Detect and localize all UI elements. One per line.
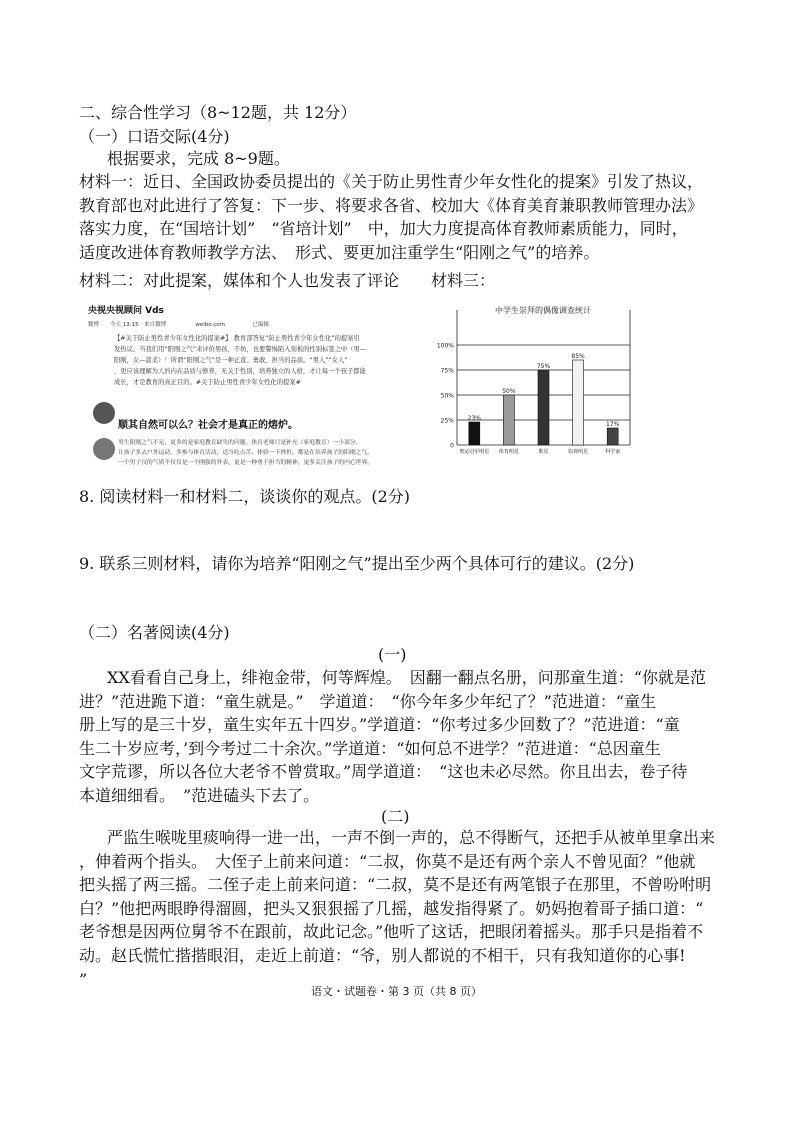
passage1-label: (一)	[378, 645, 407, 664]
chart-data-label: 50%	[502, 388, 516, 395]
material-one-line: 教育部也对此进行了答复：下一步、将要求各省、校加大《体育美育兼职教师管理办法》	[79, 195, 704, 215]
weibo-line: 一个男子汉的气质不仅仅是一个刚强的外表，更是一种勇于担当的精神，更多关注孩子的内心世界。	[118, 460, 374, 466]
passage-one	[79, 666, 719, 808]
chart-bar	[538, 370, 549, 445]
passage2-label: (二)	[381, 807, 410, 826]
chart-category-label: 体育明星	[498, 449, 519, 455]
chart-data-label: 17%	[606, 421, 620, 428]
chart-bar	[503, 395, 514, 445]
weibo-quote: 顺其自然可以么？社会才是真正的熔炉。	[118, 420, 298, 431]
material-one-line: 适度改进体育教师教学方法、 形式、要更加注重学生“阳刚之气”的培养。	[79, 242, 600, 262]
chart-y-tick-label: 75%	[440, 367, 454, 375]
passage-line: 老爷想是因两位舅爷不在跟前，故此记念。”他听了这话，把眼闭着摇头。那手只是指着不	[79, 922, 704, 942]
passage-line: 把头摇了两三摇。二侄子走上前来问道：“二叔，莫不是还有两笔银子在那里，不曾吩咐明	[79, 875, 712, 895]
passage-line: 文字荒谬，所以各位大老爷不曾赏取。”周学道道： “这也未必尽然。你且出去，卷子待	[79, 762, 688, 782]
chart-category-label: 奥运冠军明星	[459, 449, 490, 455]
chart-y-tick-label: 100%	[436, 342, 454, 350]
material-one-line: 落实力度，在“国培计划” “省培计划” 中，加大力度提高体育教师素质能力，同时，	[79, 219, 688, 239]
weibo-meta: 微博 今天 13:15 来自微博 weibo.com 已编辑	[88, 322, 270, 328]
part1-instruction: 根据要求，完成 8~9题。	[107, 149, 290, 168]
question-9: 9. 联系三则材料，请你为培养“阳刚之气”提出至少两个具体可行的建议。(2分)	[79, 554, 635, 573]
passage-line: 进？”范进跪下道：“童生就是。” 学道道： “你今年多少年纪了？”范进道：“童生	[79, 691, 657, 711]
weibo-line: 【#关于防止男性青少年女性化的提案#】 教育部答复“防止男性青少年女性化”的提案引	[114, 335, 360, 342]
passage-line: 白？”他把两眼睁得溜圆，把头又狠狠摇了几摇，越发指得紧了。奶妈抱着哥子插口道：“	[79, 898, 704, 918]
part2-title: （二）名著阅读(4分)	[79, 623, 230, 642]
passage-line: ”	[79, 969, 88, 989]
material-one	[79, 170, 719, 264]
weibo-line: 阳刚，女—温柔）！所谓“阳刚之气”是一种正直、勇敢、担当的品质。“男人”“女人”	[114, 357, 348, 364]
weibo-screenshot	[88, 300, 400, 472]
material-one-line: 材料一：近日、全国政协委员提出的《关于防止男性青少年女性化的提案》引发了热议，	[79, 172, 704, 191]
chart-data-label: 85%	[571, 353, 585, 360]
chart-category-label: 影视明星	[568, 449, 589, 455]
chart-bar	[607, 428, 618, 445]
weibo-body-2	[118, 438, 400, 468]
question-8: 8. 阅读材料一和材料二，谈谈你的观点。(2分)	[79, 487, 411, 506]
weibo-line: 发热议。当我们用“阳刚之气”来评价男孩，不妨，也要警惕陷入刻板的性别标签之中（男—	[114, 346, 367, 353]
material-two-three: 材料二：对此提案，媒体和个人也发表了评论 材料三：	[79, 271, 496, 290]
chart-category-label: 歌星	[538, 449, 549, 455]
avatar	[93, 438, 115, 460]
part1-title: （一）口语交际(4分)	[79, 127, 230, 146]
chart-data-label: 75%	[536, 363, 551, 370]
weibo-body	[114, 333, 400, 388]
passage-line: 生二十岁应考，’到今考过二十余次。”学道道：“如何总不进学？”范进道：“总因童生	[79, 738, 661, 758]
passage-line: 严监生喉咙里痰响得一进一出，一声不倒一声的，总不得断气，还把手从被单里拿出来	[107, 828, 716, 847]
chart-bar	[469, 422, 480, 445]
passage-line: XX看看自己身上，绯袍金带，何等辉煌。 因翻一翻点名册，问那童生道：“你就是范	[107, 668, 706, 687]
passage-line: ，伸着两个指头。 大侄子上前来问道：“二叔，你莫不是还有两个亲人不曾见面？”他就	[79, 851, 696, 871]
page-footer: 语文・试题卷・第 3 页（共 8 页）	[311, 985, 482, 998]
weibo-line: ，更应该理解为人的内在品质与修养，无关于性别，培养独立的人格，才让每一个孩子都能	[114, 368, 366, 375]
chart-title: 中学生崇拜的偶像调查统计	[495, 306, 591, 315]
weibo-line: 男生阳刚之气不足，更多的是家庭教育缺失的问题。体育老师只是补充（家庭教育）一小部分，	[118, 440, 362, 446]
chart-y-tick-label: 50%	[440, 392, 454, 400]
bar-chart	[425, 300, 635, 465]
passage-line: 本道细细看。 ”范进磕头下去了。	[79, 785, 320, 805]
passage-two	[79, 826, 719, 991]
weibo-line: 让孩子多去户外运动，多参与体育活动，适当吃点苦，体验一下挫折，都是在培养孩子的阳刚之气。	[118, 450, 374, 456]
weibo-title: 央视央视顾问 Vds	[88, 306, 164, 316]
chart-data-label: 23%	[467, 415, 481, 422]
passage-line: 册上写的是三十岁，童生实年五十四岁。”学道道：“你考过多少回数了？”范进道：“童	[79, 715, 680, 735]
avatar	[93, 402, 115, 424]
passage-line: 动。赵氏慌忙揩揩眼泪，走近上前道：“爷，别人都说的不相干，只有我知道你的心事!	[79, 945, 686, 965]
chart-category-label: 科学家	[605, 449, 621, 455]
section-title: 二、综合性学习（8~12题，共 12分）	[79, 103, 357, 122]
weibo-line: 成长，才是教育的真正目的。#关于防止男性青少年女性化的提案#	[114, 379, 301, 386]
chart-y-tick-label: 25%	[440, 417, 454, 425]
chart-y-tick-label: 0	[450, 442, 454, 450]
chart-bar	[573, 360, 584, 445]
